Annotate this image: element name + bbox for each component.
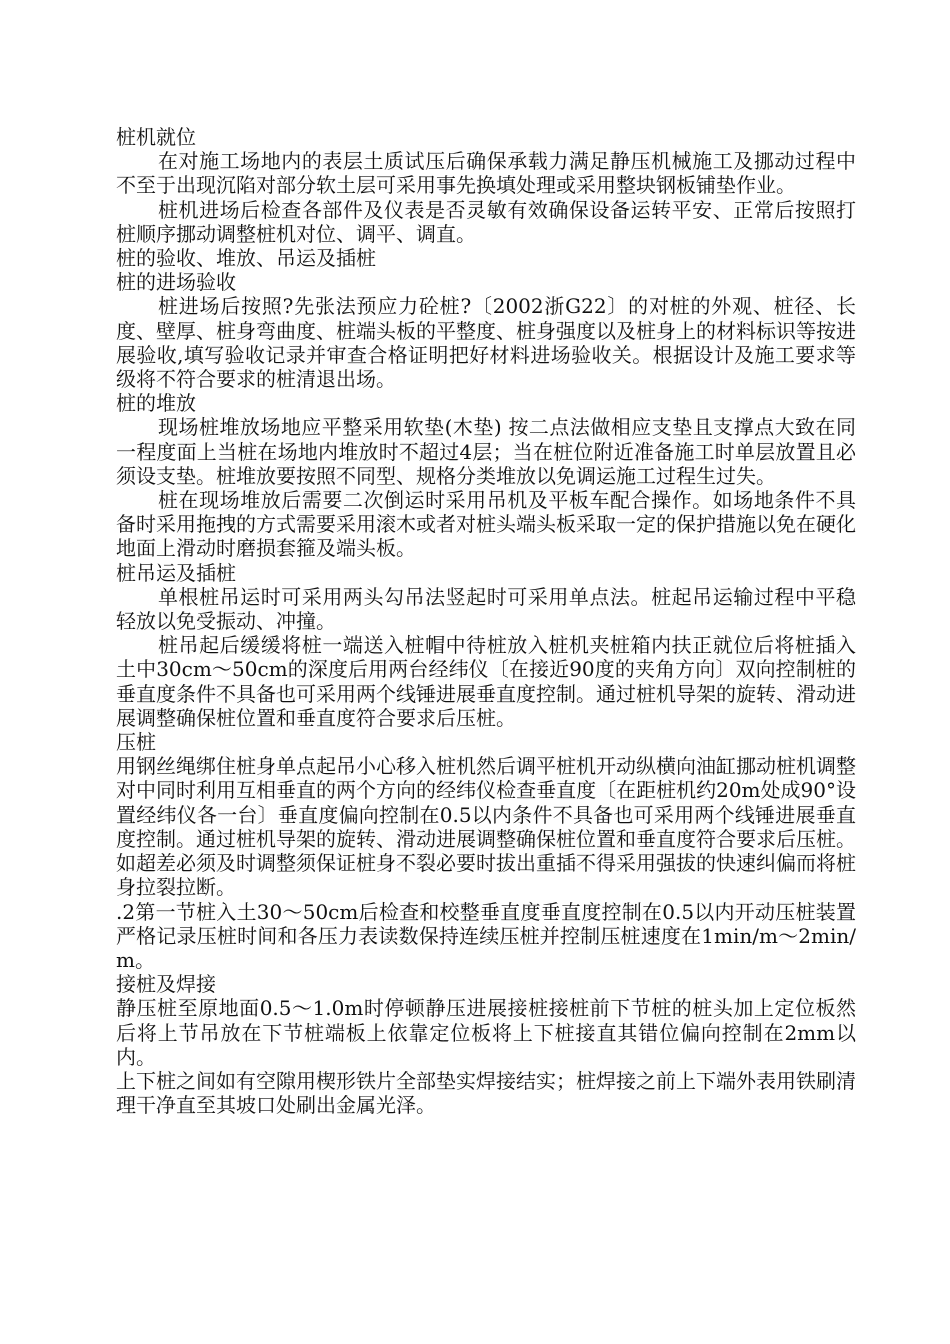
body-paragraph: .2第一节桩入土30～50cm后检查和校整垂直度垂直度控制在0.5以内开动压桩装置严格记录压桩时间和各压力表读数保持连续压桩并控制压桩速度在1min/m～2min/m。	[116, 899, 856, 972]
body-paragraph: 用钢丝绳绑住桩身单点起吊小心移入桩机然后调平桩机开动纵横向油缸挪动桩机调整对中同时利用互相垂直的两个方向的经纬仪检查垂直度〔在距桩机约20m处成90°设置经纬仪各一台〕垂直度偏向控制在0.5以内条件不具备也可采用两个线锤进展垂直度控制。通过桩机导架的旋转、滑动进展调整确保桩位置和垂直度符合要求后压桩。	[116, 754, 856, 851]
section-title: 桩的验收、堆放、吊运及插桩	[116, 246, 376, 271]
body-paragraph: 桩在现场堆放后需要二次倒运时采用吊机及平板车配合操作。如场地条件不具备时采用拖拽的方式需要采用滚木或者对桩头端头板采取一定的保护措施以免在硬化地面上滑动时磨损套箍及端头板。	[116, 488, 856, 561]
document-page	[116, 125, 856, 1117]
body-paragraph: 如超差必须及时调整须保证桩身不裂必要时拔出重插不得采用强拔的快速纠偏而将桩身拉裂拉断。	[116, 851, 856, 900]
section-title: 压桩	[116, 730, 156, 755]
section-title: 接桩及焊接	[116, 972, 216, 997]
body-paragraph: 上下桩之间如有空隙用楔形铁片全部垫实焊接结实；桩焊接之前上下端外表用铁刷清理干净直至其坡口处刷出金属光泽。	[116, 1068, 856, 1118]
body-paragraph: 静压桩至原地面0.5～1.0m时停顿静压进展接桩接桩前下节桩的桩头加上定位板然后将上节吊放在下节桩端板上依靠定位板将上下桩接直其错位偏向控制在2mm以内。	[116, 996, 856, 1069]
body-paragraph: 桩吊起后缓缓将桩一端送入桩帽中待桩放入桩机夹桩箱内扶正就位后将桩插入土中30cm～50cm的深度后用两台经纬仪〔在接近90度的夹角方向〕双向控制桩的垂直度条件不具备也可采用两个线锤进展垂直度控制。通过桩机导架的旋转、滑动进展调整确保桩位置和垂直度符合要求后压桩。	[116, 633, 856, 730]
body-paragraph: 现场桩堆放场地应平整采用软垫(木垫) 按二点法做相应支垫且支撑点大致在同一程度面上当桩在场地内堆放时不超过4层；当在桩位附近准备施工时单层放置且必须设支垫。桩堆放要按照不同型、规格分类堆放以免调运施工过程生过失。	[116, 415, 856, 488]
body-paragraph: 桩进场后按照?先张法预应力砼桩?〔2002浙G22〕的对桩的外观、桩径、长度、壁厚、桩身弯曲度、桩端头板的平整度、桩身强度以及桩身上的材料标识等按进展验收,填写验收记录并审查合格证明把好材料进场验收关。根据设计及施工要求等级将不符合要求的桩清退出场。	[116, 294, 856, 392]
section-title: 桩吊运及插桩	[116, 560, 236, 585]
body-paragraph: 在对施工场地内的表层土质试压后确保承载力满足静压机械施工及挪动过程中不至于出现沉陷对部分软土层可采用事先换填处理或采用整块钢板铺垫作业。	[116, 149, 856, 198]
section-title: 桩的进场验收	[116, 270, 236, 295]
body-paragraph: 单根桩吊运时可采用两头勾吊法竖起时可采用单点法。桩起吊运输过程中平稳轻放以免受振动、冲撞。	[116, 584, 856, 634]
section-title: 桩的堆放	[116, 391, 196, 416]
body-paragraph: 桩机进场后检查各部件及仪表是否灵敏有效确保设备运转平安、正常后按照打桩顺序挪动调整桩机对位、调平、调直。	[116, 197, 856, 246]
section-title: 桩机就位	[116, 125, 196, 149]
